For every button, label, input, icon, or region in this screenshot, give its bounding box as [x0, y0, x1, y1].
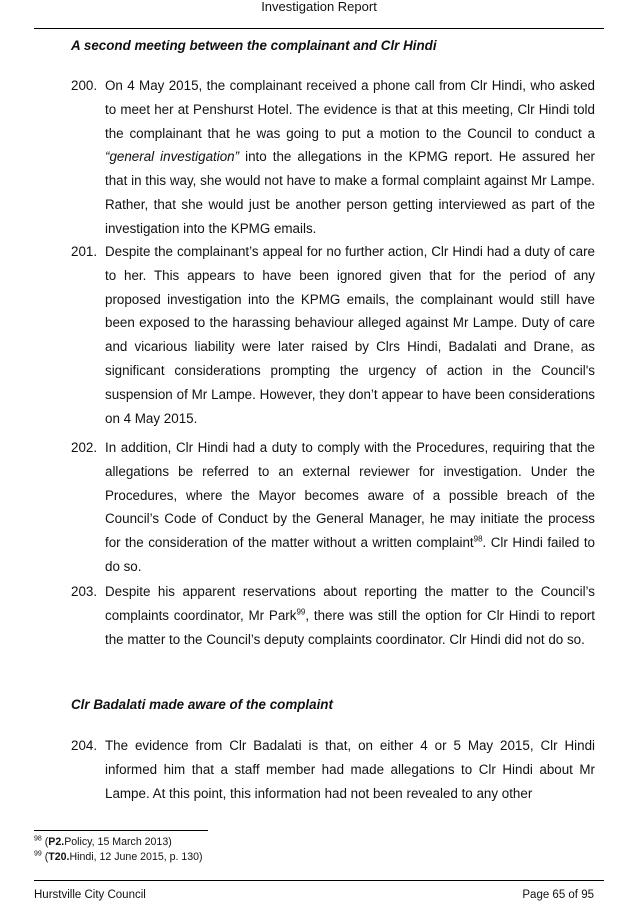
paragraph-text: . Clr Hindi failed to do so. [105, 535, 595, 574]
paragraph-text: On 4 May 2015, the complainant received a phone call from Clr Hindi, who asked to meet her at Penshurst Hotel. The evidence is that at this meeting, Clr Hindi told the complainant that he was going to put a motion to the Council to conduct a [105, 78, 595, 141]
footer-page-number: Page 65 of 95 [522, 889, 594, 901]
paragraph-text: In addition, Clr Hindi had a duty to comply with the Procedures, requiring that the allegations be referred to an external reviewer for investigation. Under the Procedures, where the Mayor becomes aware of a possible breach of the Council’s Code of Conduct by the General Manager, he may initiate the process for the consideration of the matter without a written complaint [105, 440, 595, 551]
paragraph-204 [71, 734, 595, 805]
footnote-ref-99[interactable]: 99 [296, 607, 306, 617]
section-heading-second-meeting: A second meeting between the complainant and Clr Hindi [71, 38, 437, 53]
header-divider [34, 28, 604, 29]
paragraph-body [105, 580, 595, 651]
footnote-99 [34, 851, 203, 864]
paragraph-body [105, 436, 595, 579]
paragraph-text: Despite his apparent reservations about reporting the matter to the Council’s complaints coordinator, Mr Park [105, 584, 595, 623]
page-header [0, 0, 638, 14]
paragraph-201 [71, 240, 595, 430]
footnote-text: ( [41, 836, 49, 848]
paragraph-body: Despite the complainant’s appeal for no further action, Clr Hindi had a duty of care to her. This appears to have been ignored given that for the period of any proposed investigation into the KPMG emails, the complainant would still have been exposed to the harassing behaviour alleged against Mr Lampe. Duty of care and vicarious liability were later raised by Clrs Hindi, Badalati and Drane, as significant considerations prompting the urgency of action in the Council's suspension of Mr Lampe. However, they don’t appear to have been considerations on 4 May 2015. [105, 244, 595, 426]
footnote-number: 98 [34, 835, 42, 843]
footnote-divider [34, 830, 208, 831]
footer-divider [34, 880, 604, 881]
footnote-98 [34, 836, 172, 849]
footnote-source: T20. [48, 851, 70, 863]
paragraph-body [105, 74, 595, 241]
paragraph-text: into the allegations in the KPMG report. He assured her that in this way, she would not have to make a formal complaint against Mr Lampe. Rather, that she would just be another person getting interviewed as part of the investigation into the KPMG emails. [105, 149, 596, 236]
paragraph-text: , there was still the option for Clr Hindi to report the matter to the Council’s deputy complaints coordinator. Clr Hindi did not do so. [105, 607, 595, 647]
footer-organisation: Hurstville City Council [34, 889, 146, 901]
paragraph-200 [71, 74, 595, 241]
paragraph-number: 202. [71, 440, 98, 455]
footnote-text: ( [41, 851, 49, 863]
paragraph-number: 200. [71, 78, 98, 93]
footnote-number: 99 [34, 850, 42, 858]
paragraph-203 [71, 580, 595, 651]
paragraph-number: 203. [71, 584, 98, 599]
paragraph-number: 204. [71, 738, 98, 753]
footnote-text: Hindi, 12 June 2015, p. 130) [69, 851, 203, 863]
footnote-ref-98[interactable]: 98 [473, 534, 483, 544]
paragraph-emphasis: “general investigation” [105, 149, 240, 165]
section-heading-badalati-aware: Clr Badalati made aware of the complaint [71, 697, 333, 712]
paragraph-body: The evidence from Clr Badalati is that, on either 4 or 5 May 2015, Clr Hindi informed him that a staff member had made allegations to Clr Hindi about Mr Lampe. At this point, this information had not been revealed to any other [105, 738, 595, 801]
footnote-source: P2. [48, 836, 65, 848]
header-title: Investigation Report [261, 0, 377, 14]
paragraph-number: 201. [71, 244, 98, 259]
paragraph-202 [71, 436, 595, 579]
footnote-text: Policy, 15 March 2013) [64, 836, 172, 848]
